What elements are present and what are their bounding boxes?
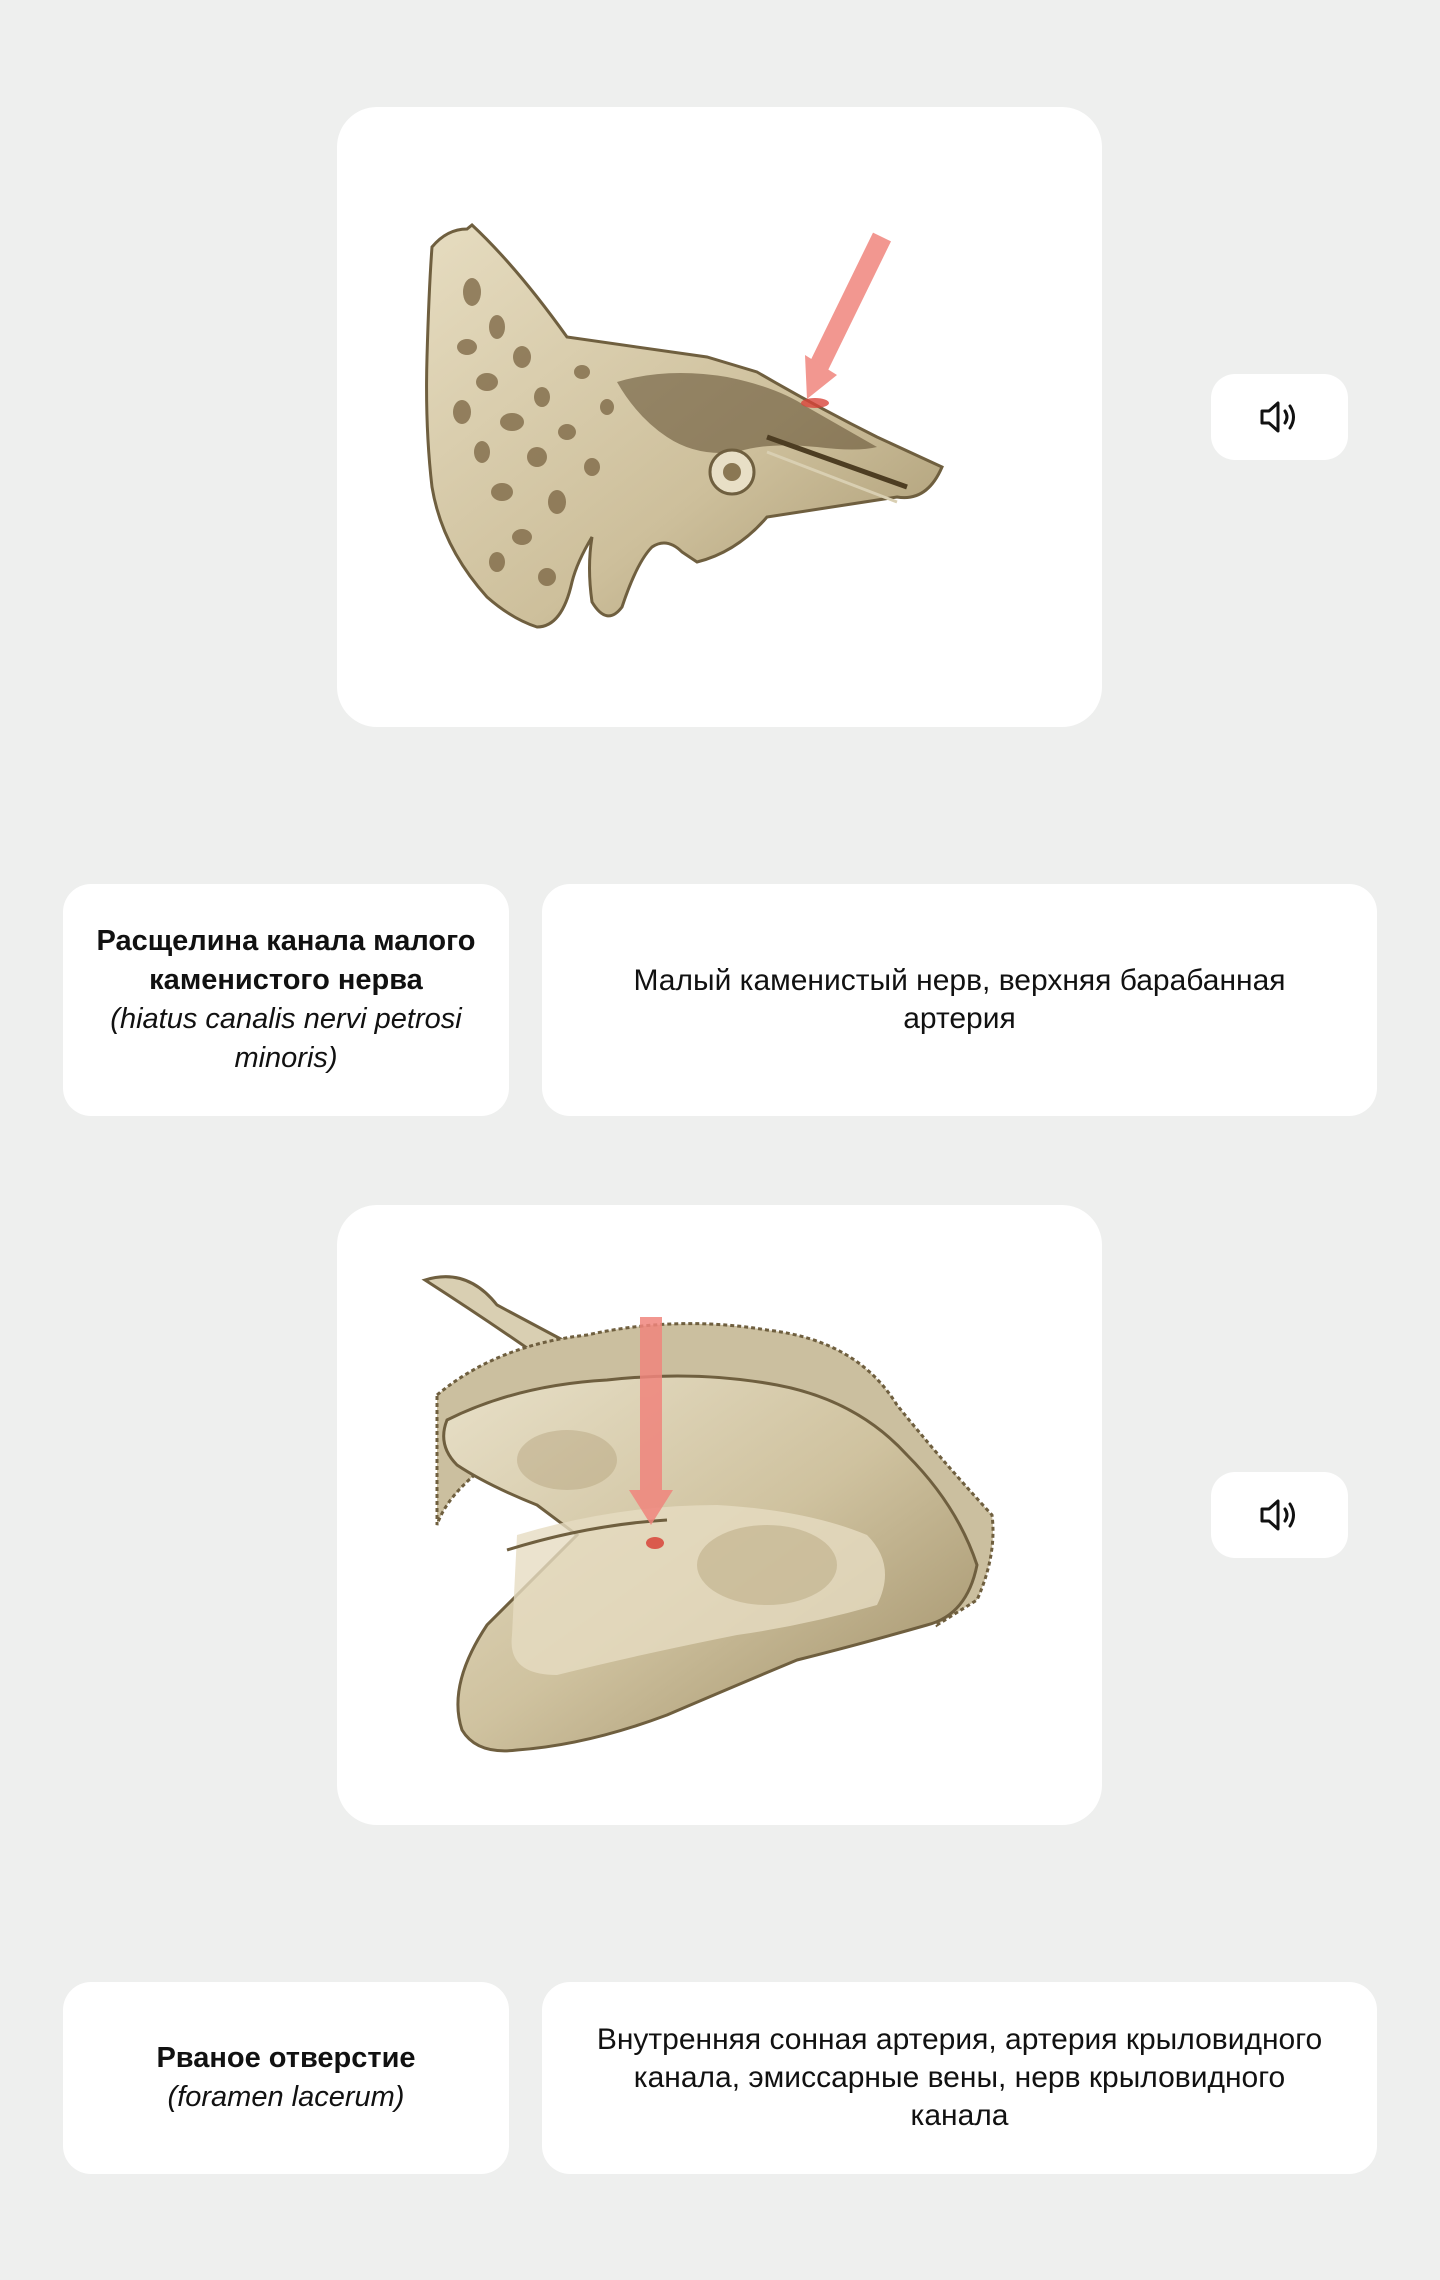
play-audio-button[interactable] <box>1211 1472 1348 1558</box>
term-latin-name: (hiatus canalis nervi petrosi minoris) <box>110 1003 462 1074</box>
speaker-icon <box>1259 399 1301 435</box>
speaker-icon <box>1259 1497 1301 1533</box>
bone-illustration-2 <box>337 1205 1102 1825</box>
play-audio-button[interactable] <box>1211 374 1348 460</box>
bone-illustration-1 <box>337 107 1102 727</box>
description-card <box>542 1982 1377 2174</box>
illustration-card <box>337 107 1102 727</box>
term-card <box>63 884 509 1116</box>
term-name: Рваное отверстие <box>156 2042 416 2074</box>
term-latin-name: (foramen lacerum) <box>167 2081 405 2113</box>
illustration-card <box>337 1205 1102 1825</box>
description-text: Малый каменистый нерв, верхняя барабанная артерия <box>633 964 1286 1035</box>
description-card <box>542 884 1377 1116</box>
description-text: Внутренняя сонная артерия, артерия крыловидного канала, эмиссарные вены, нерв крыловидного канала <box>596 2023 1323 2132</box>
term-name: Расщелина канала малого каменистого нерва <box>96 925 476 996</box>
term-card <box>63 1982 509 2174</box>
